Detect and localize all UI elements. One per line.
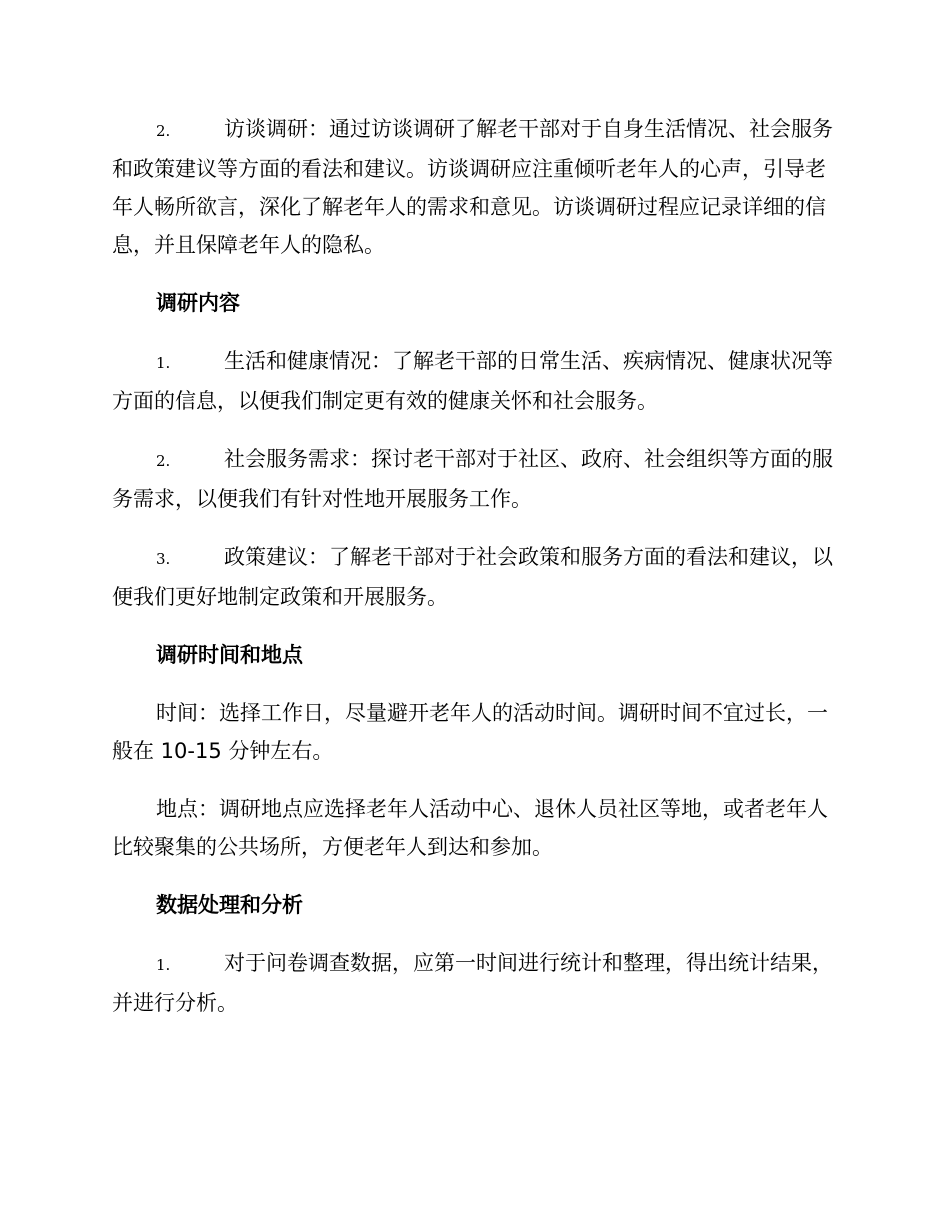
- document-page: [112, 110, 834, 1042]
- list-text: 社会服务需求：探讨老干部对于社区、政府、社会组织等方面的服务需求，以便我们有针对性地开展服务工作。: [112, 447, 833, 511]
- list-number: 1.: [156, 956, 171, 974]
- paragraph-place: 地点：调研地点应选择老年人活动中心、退休人员社区等地，或者老年人比较聚集的公共场所，方便老年人到达和参加。: [112, 797, 828, 859]
- section-heading-data-analysis: 数据处理和分析: [156, 893, 303, 917]
- list-number: 2.: [156, 122, 171, 140]
- list-item-service-needs: [112, 440, 834, 518]
- list-item-policy: [112, 538, 834, 616]
- list-number: 3.: [156, 550, 171, 568]
- list-text: 对于问卷调查数据，应第一时间进行统计和整理，得出统计结果，并进行分析。: [112, 951, 833, 1015]
- list-number: 1.: [156, 354, 171, 372]
- list-text: 访谈调研：通过访谈调研了解老干部对于自身生活情况、社会服务和政策建议等方面的看法和建议。访谈调研应注重倾听老年人的心声，引导老年人畅所欲言，深化了解老年人的需求和意见。访谈调研过程应记录详细的信息，并且保障老年人的隐私。: [112, 117, 833, 257]
- list-text: 政策建议：了解老干部对于社会政策和服务方面的看法和建议，以便我们更好地制定政策和开展服务。: [112, 545, 833, 609]
- list-item-life-health: [112, 342, 834, 420]
- list-text: 生活和健康情况：了解老干部的日常生活、疾病情况、健康状况等方面的信息，以便我们制定更有效的健康关怀和社会服务。: [112, 349, 833, 413]
- list-item-questionnaire: [112, 944, 834, 1022]
- section-heading-time-place: 调研时间和地点: [156, 643, 303, 667]
- list-item-interview: [112, 110, 834, 264]
- section-heading-content: 调研内容: [156, 291, 240, 315]
- list-number: 2.: [156, 452, 171, 470]
- paragraph-time: 时间：选择工作日，尽量避开老年人的活动时间。调研时间不宜过长，一般在 10-15 分钟左右。: [112, 701, 828, 763]
